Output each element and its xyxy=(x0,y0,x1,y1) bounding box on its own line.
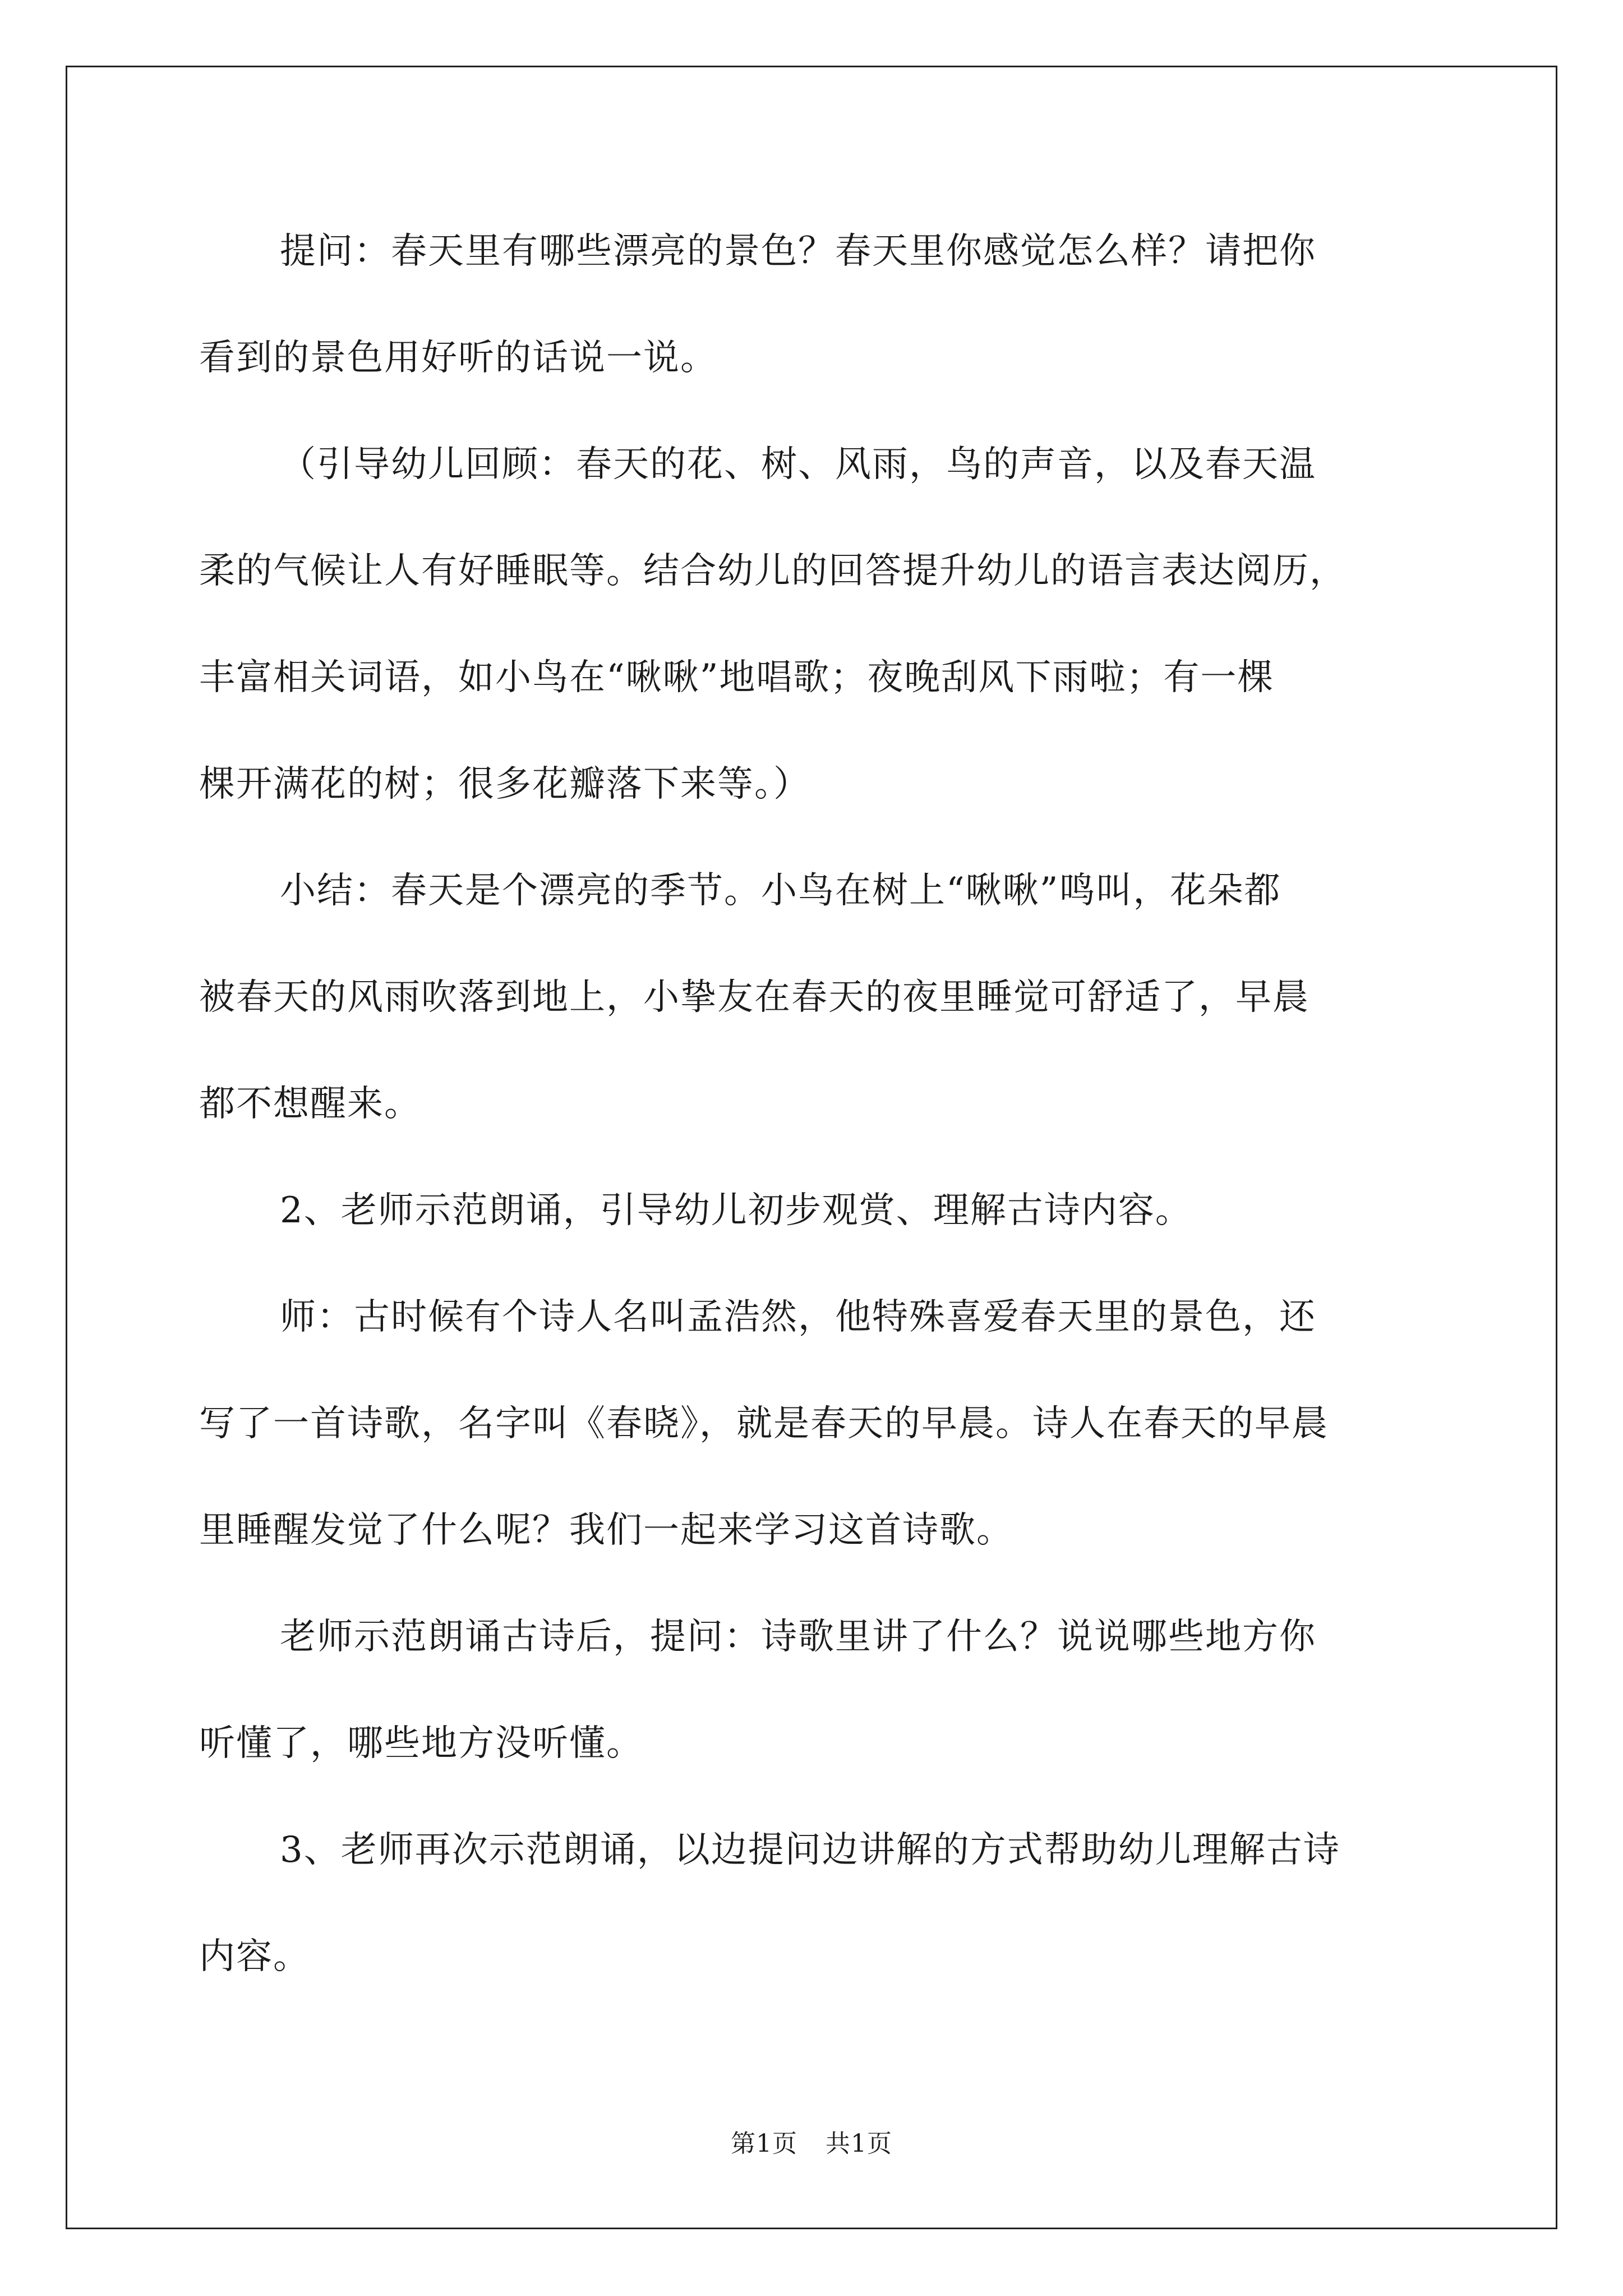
paragraph-5-line-2: 写了一首诗歌，名字叫《春晓》，就是春天的早晨。诗人在春天的早晨 xyxy=(199,1403,1329,1444)
page-total: 共1页 xyxy=(826,2129,892,2158)
document-body xyxy=(199,198,1422,411)
paragraph-2-line-1: （引导幼儿回顾：春天的花、树、风雨，鸟的声音，以及春天温 xyxy=(280,444,1316,485)
paragraph-7 xyxy=(199,1797,1422,2010)
paragraph-3-line-3: 都不想醒来。 xyxy=(199,1083,421,1125)
paragraph-1-line-2: 看到的景色用好听的话说一说。 xyxy=(199,337,717,379)
paragraph-6-line-1: 老师示范朗诵古诗后，提问：诗歌里讲了什么？说说哪些地方你 xyxy=(280,1616,1316,1658)
paragraph-1-line-1: 提问：春天里有哪些漂亮的景色？春天里你感觉怎么样？请把你 xyxy=(280,231,1316,272)
paragraph-7-line-1: 3、老师再次示范朗诵，以边提问边讲解的方式帮助幼儿理解古诗 xyxy=(280,1829,1340,1871)
paragraph-5-line-1: 师：古时候有个诗人名叫孟浩然，他特殊喜爱春天里的景色，还 xyxy=(280,1296,1316,1338)
paragraph-5 xyxy=(199,1264,1422,1584)
page-footer xyxy=(0,2123,1623,2159)
paragraph-3-line-1: 小结：春天是个漂亮的季节。小鸟在树上“啾啾”鸣叫，花朵都 xyxy=(280,870,1281,912)
paragraph-2-line-3: 丰富相关词语，如小鸟在“啾啾”地唱歌；夜晚刮风下雨啦；有一棵 xyxy=(199,657,1275,698)
paragraph-3-line-2: 被春天的风雨吹落到地上，小挚友在春天的夜里睡觉可舒适了，早晨 xyxy=(199,977,1310,1018)
paragraph-2 xyxy=(199,411,1422,838)
paragraph-2-line-4: 棵开满花的树；很多花瓣落下来等。） xyxy=(199,763,810,805)
paragraph-4-line-1: 2、老师示范朗诵，引导幼儿初步观赏、理解古诗内容。 xyxy=(280,1190,1192,1231)
paragraph-6 xyxy=(199,1584,1422,1797)
paragraph-7-line-2: 内容。 xyxy=(199,1936,310,1977)
paragraph-3 xyxy=(199,838,1422,1157)
paragraph-5-line-3: 里睡醒发觉了什么呢？我们一起来学习这首诗歌。 xyxy=(199,1510,1013,1551)
paragraph-4 xyxy=(199,1157,1422,1264)
paragraph-6-line-2: 听懂了，哪些地方没听懂。 xyxy=(199,1723,643,1764)
page-number: 第1页 xyxy=(731,2129,797,2158)
paragraph-2-line-2: 柔的气候让人有好睡眠等。结合幼儿的回答提升幼儿的语言表达阅历， xyxy=(199,550,1347,592)
